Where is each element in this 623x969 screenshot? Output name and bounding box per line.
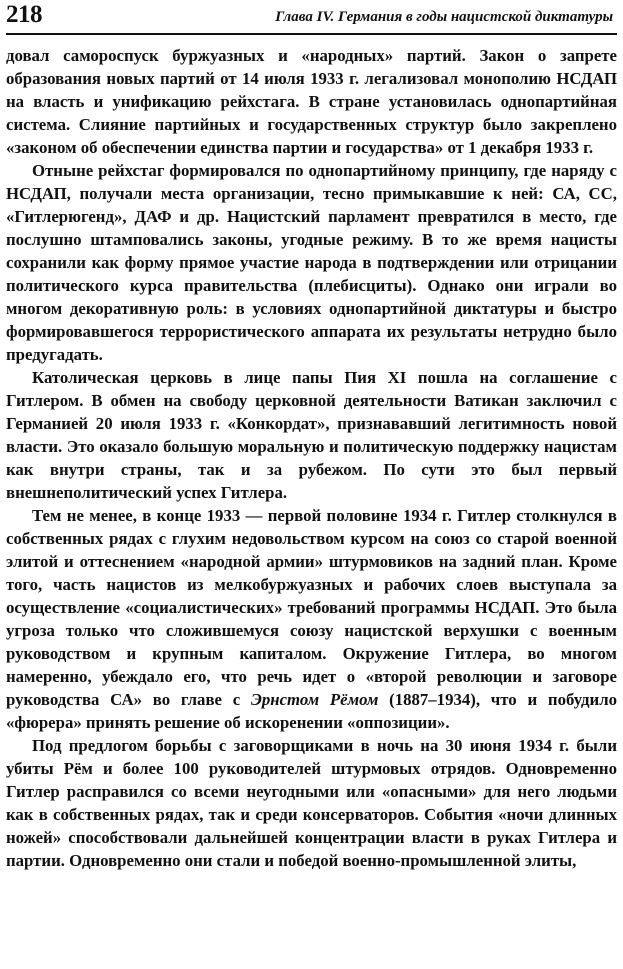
person-name-emphasis: Эрнстом Рёмом xyxy=(250,690,379,709)
paragraph-3: Католическая церковь в лице папы Пия XI пошла на соглашение с Гитлером. В обмен на свободу церковной деятельности Ватикан заключил с Германией 20 июля 1933 г. «Конкордат», признававший легитимность новой власти. Это оказало большую моральную и политическую поддержку нацистам как внутри страны, так и за рубежом. По сути это был первый внешнеполитический успех Гитлера. xyxy=(6,368,617,502)
running-head xyxy=(6,0,617,35)
paragraph-5: Под предлогом борьбы с заговорщиками в ночь на 30 июня 1934 г. были убиты Рём и более 100 руководителей штурмовых отрядов. Одновременно Гитлер расправился со всеми неугодными или «опасными» для него людьми как в собственных рядах, так и среди консерваторов. События «ночи длинных ножей» способствовали дальнейшей концентрации власти в руках Гитлера и партии. Одновременно они стали и победой военно-промышленной элиты, xyxy=(6,736,617,870)
paragraph-4-text-after: (1887–1934), что и побудило «фюрера» принять решение об искоренении «оппозиции». xyxy=(6,690,618,732)
paragraph-4 xyxy=(6,504,617,734)
paragraph-4-text-before: Тем не менее, в конце 1933 — первой половине 1934 г. Гитлер столкнулся в собственных рядах с глухим недовольством курсом на союз со старой военной элитой и оттеснением «народной армии» штурмовиков на задний план. Кроме того, часть нацистов из мелкобуржуазных и рабочих слоев выступала за осуществление «социалистических» требований программы НСДАП. Это была угроза только что сложившемуся союзу нацистской верхушки с военным руководством и крупным капиталом. Окружение Гитлера, во многом намеренно, убеждало его, что речь идет о «второй революции и заговоре руководства СА» во главе с xyxy=(6,506,617,709)
body-text xyxy=(6,44,617,872)
paragraph-1: довал самороспуск буржуазных и «народных» партий. Закон о запрете образования новых партий от 14 июля 1933 г. легализовал монополию НСДАП на власть и унификацию рейхстага. В стране установилась однопартийная система. Слияние партийных и государственных структур было закреплено «законом об обеспечении единства партии и государства» от 1 декабря 1933 г. xyxy=(6,46,617,157)
paragraph-2: Отныне рейхстаг формировался по однопартийному принципу, где наряду с НСДАП, получали места организации, тесно примыкавшие к ней: СА, СС, «Гитлерюгенд», ДАФ и др. Нацистский парламент превратился в место, где послушно штамповались законы, угодные режиму. В то же время нацисты сохранили как форму прямое участие народа в подтверждении или отрицании политического курса правительства (плебисциты). Однако они играли во многом декоративную роль: в условиях однопартийной диктатуры и быстро формировавшегося террористического аппарата их результаты нетрудно было предугадать. xyxy=(6,161,617,364)
chapter-title: Глава IV. Германия в годы нацистской диктатуры xyxy=(275,9,613,25)
page-number: 218 xyxy=(6,1,42,28)
